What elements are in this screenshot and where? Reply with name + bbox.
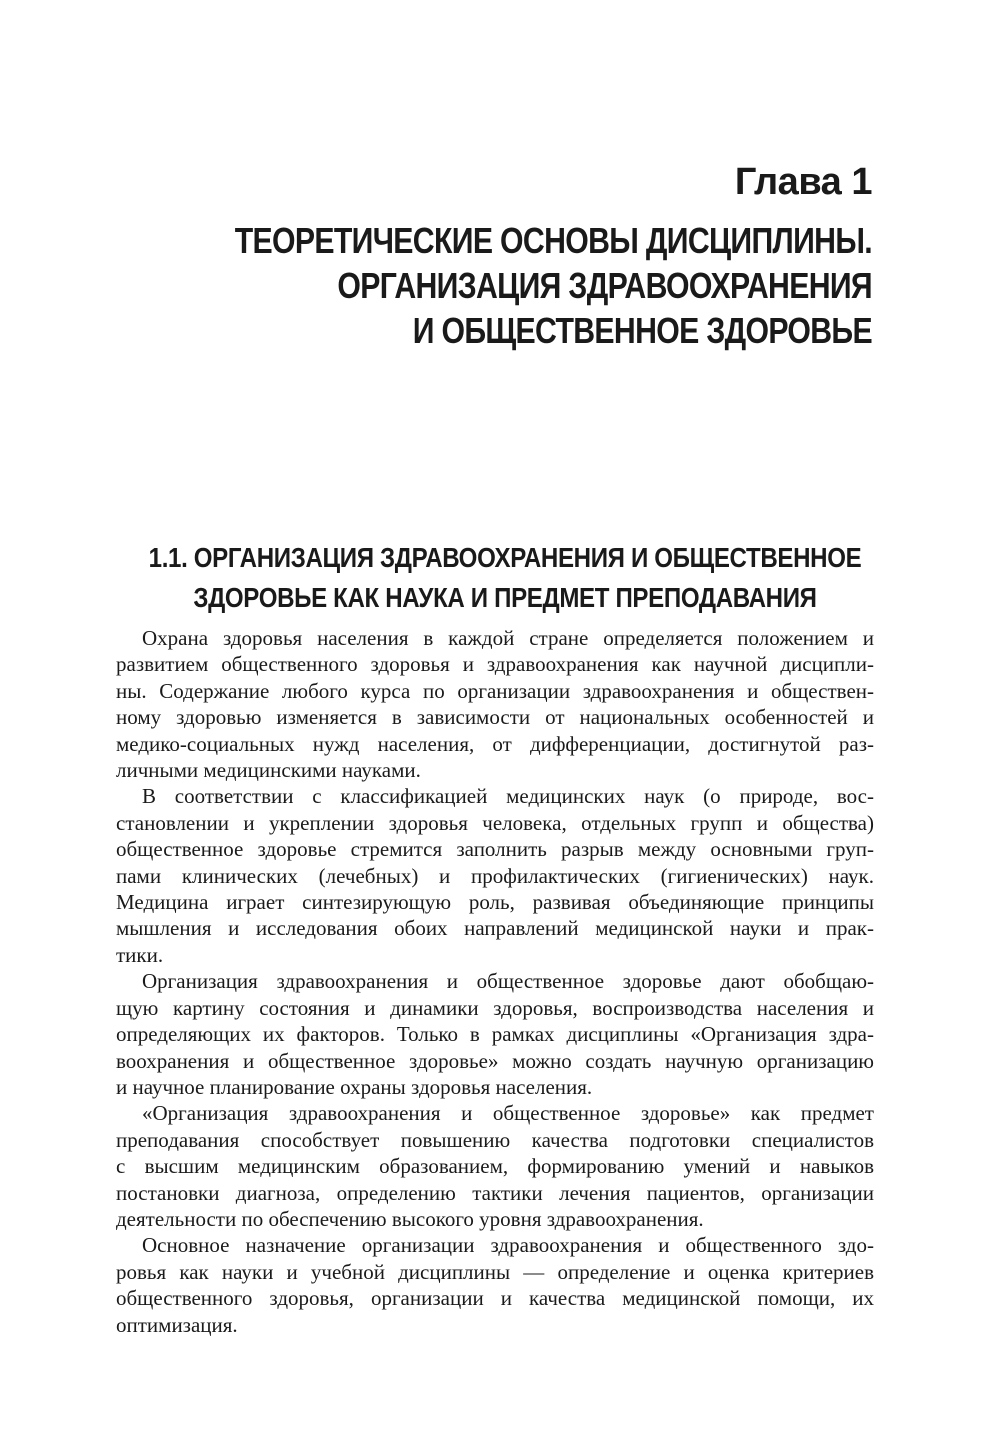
text-line: ровья как науки и учебной дисциплины — определение и оценка критериев <box>116 1259 874 1284</box>
text-line: и научное планирование охраны здоровья населения. <box>116 1074 593 1099</box>
text-line: воохранения и общественное здоровье» можно создать научную организацию <box>116 1048 874 1073</box>
text-line: ному здоровью изменяется в зависимости от национальных особенностей и <box>116 705 874 730</box>
text-line: общественное здоровье стремится заполнить разрыв между основными груп- <box>116 837 874 862</box>
text-line: Организация здравоохранения и общественное здоровье дают обобщаю- <box>142 969 874 994</box>
text-line: деятельности по обеспечению высокого уровня здравоохранения. <box>116 1206 704 1231</box>
text-line: ны. Содержание любого курса по организации здравоохранения и обществен- <box>116 678 874 703</box>
text-line: мышления и исследования обоих направлений медицинской науки и прак- <box>116 916 874 941</box>
text-line: щую картину состояния и динамики здоровья, воспроизводства населения и <box>116 995 874 1020</box>
paragraph <box>116 783 874 968</box>
section-title-line: ЗДОРОВЬЕ КАК НАУКА И ПРЕДМЕТ ПРЕПОДАВАНИЯ <box>193 582 817 613</box>
text-line: с высшим медицинским образованием, формированию умений и навыков <box>116 1154 874 1179</box>
text-line: пами клинических (лечебных) и профилактических (гигиенических) наук. <box>116 863 874 888</box>
chapter-title-line: ОРГАНИЗАЦИЯ ЗДРАВООХРАНЕНИЯ <box>337 265 873 306</box>
text-line: медико-социальных нужд населения, от дифференциации, достигнутой раз- <box>116 731 874 756</box>
text-line: личными медицинскими науками. <box>116 758 421 783</box>
section-title <box>148 538 862 618</box>
text-line: Охрана здоровья населения в каждой стране определяется положением и <box>142 626 874 650</box>
text-line: общественного здоровья, организации и качества медицинской помощи, их <box>116 1286 874 1311</box>
text-line: постановки диагноза, определению тактики лечения пациентов, организации <box>116 1180 874 1205</box>
paragraph <box>116 1100 874 1232</box>
text-line: Медицина играет синтезирующую роль, развивая объединяющие принципы <box>116 890 874 915</box>
text-line: оптимизация. <box>116 1312 238 1337</box>
chapter-title-line: И ОБЩЕСТВЕННОЕ ЗДОРОВЬЕ <box>412 310 872 351</box>
paragraph <box>116 1232 874 1338</box>
body-text <box>116 625 874 1338</box>
chapter-label: Глава 1 <box>734 161 872 203</box>
text-line: тики. <box>116 942 164 967</box>
chapter-title-line: ТЕОРЕТИЧЕСКИЕ ОСНОВЫ ДИСЦИПЛИНЫ. <box>234 220 873 261</box>
text-line: становлении и укреплении здоровья человека, отдельных групп и общества) <box>116 810 874 835</box>
text-line: преподавания способствует повышению качества подготовки специалистов <box>116 1127 874 1152</box>
text-line: развитием общественного здоровья и здравоохранения как научной дисципли- <box>116 652 874 677</box>
text-line: определяющих их факторов. Только в рамках дисциплины «Организация здра- <box>116 1022 874 1047</box>
chapter-title <box>217 218 872 353</box>
text-line: Основное назначение организации здравоохранения и общественного здо- <box>142 1233 874 1258</box>
text-line: В соответствии с классификацией медицинских наук (о природе, вос- <box>142 784 874 809</box>
section-title-line: 1.1. ОРГАНИЗАЦИЯ ЗДРАВООХРАНЕНИЯ И ОБЩЕСТВЕННОЕ <box>148 542 862 573</box>
paragraph <box>116 968 874 1100</box>
paragraph <box>116 625 874 783</box>
text-line: «Организация здравоохранения и общественное здоровье» как предмет <box>142 1101 874 1126</box>
